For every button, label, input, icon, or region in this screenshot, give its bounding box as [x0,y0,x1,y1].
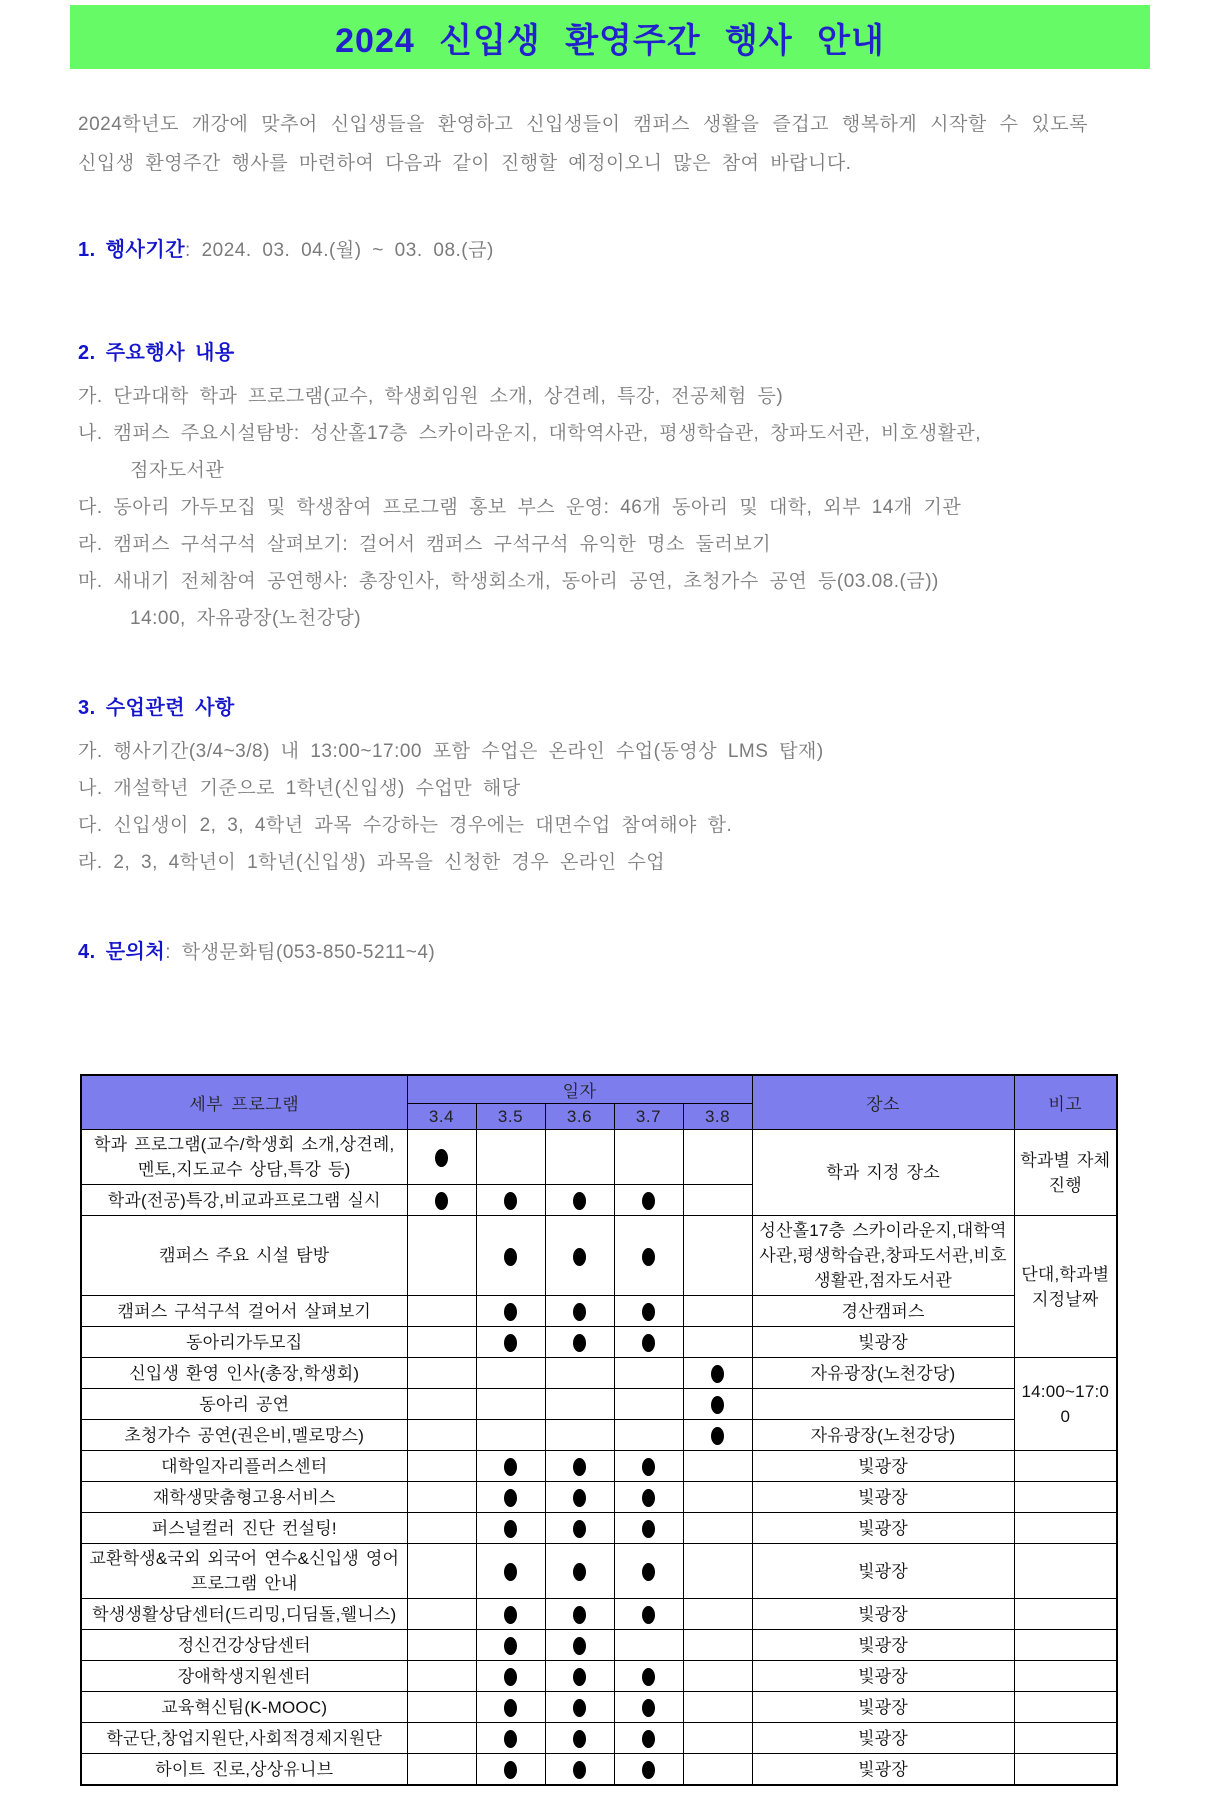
date-cell [407,1327,476,1358]
filled-dot-icon [573,1303,586,1321]
date-cell [407,1358,476,1389]
date-cell [545,1723,614,1754]
section-item-list [78,733,1092,881]
date-cell [614,1692,683,1723]
list-item: 14:00, 자유광장(노천강당) [130,608,362,629]
date-cell [614,1723,683,1754]
table-row [81,1723,1117,1754]
section-title: 2. 주요행사 내용 [78,342,235,364]
column-header-date-group: 일자 [407,1075,752,1104]
note-cell [1014,1692,1117,1723]
filled-dot-icon [504,1761,517,1779]
filled-dot-icon [573,1248,586,1266]
date-cell [545,1420,614,1451]
schedule-table [80,1074,1118,1786]
date-cell [476,1544,545,1599]
program-cell: 학생생활상담센터(드리밍,디딤돌,웰니스) [81,1599,407,1630]
note-cell [1014,1544,1117,1599]
place-cell: 빛광장 [752,1482,1014,1513]
date-cell [407,1513,476,1544]
filled-dot-icon [504,1334,517,1352]
date-cell [476,1513,545,1544]
program-cell: 대학일자리플러스센터 [81,1451,407,1482]
filled-dot-icon [504,1563,517,1581]
date-cell [545,1296,614,1327]
title-banner [70,5,1150,69]
section-title: 3. 수업관련 사항 [78,697,235,719]
section-heading [78,693,1092,723]
date-cell [545,1661,614,1692]
filled-dot-icon [573,1520,586,1538]
date-cell [407,1216,476,1296]
section-4 [78,937,1092,968]
place-cell: 빛광장 [752,1661,1014,1692]
date-cell [683,1358,752,1389]
place-cell: 빛광장 [752,1754,1014,1786]
program-cell: 교육혁신팀(K-MOOC) [81,1692,407,1723]
date-cell [683,1451,752,1482]
list-item: 다. 신입생이 2, 3, 4학년 과목 수강하는 경우에는 대면수업 참여해야 함. [78,815,733,836]
schedule-table-body [81,1130,1117,1786]
list-item: 라. 캠퍼스 구석구석 살펴보기: 걸어서 캠퍼스 구석구석 유익한 명소 둘러보기 [78,534,772,555]
filled-dot-icon [504,1637,517,1655]
section-inline-text: : 2024. 03. 04.(월) ~ 03. 08.(금) [185,240,494,261]
date-cell [545,1216,614,1296]
program-cell: 정신건강상담센터 [81,1630,407,1661]
date-cell [614,1754,683,1786]
date-cell [545,1389,614,1420]
filled-dot-icon [504,1699,517,1717]
place-cell: 빛광장 [752,1544,1014,1599]
date-cell [407,1599,476,1630]
program-cell: 신입생 환영 인사(총장,학생회) [81,1358,407,1389]
section-title: 1. 행사기간 [78,239,186,261]
filled-dot-icon [504,1520,517,1538]
date-cell [683,1296,752,1327]
date-cell [683,1599,752,1630]
table-row [81,1216,1117,1296]
date-cell [683,1185,752,1216]
program-cell: 초청가수 공연(권은비,멜로망스) [81,1420,407,1451]
filled-dot-icon [642,1334,655,1352]
date-cell [614,1482,683,1513]
section-heading [78,235,1092,266]
place-cell: 빛광장 [752,1692,1014,1723]
date-cell [614,1185,683,1216]
date-cell [476,1327,545,1358]
filled-dot-icon [642,1761,655,1779]
program-cell: 퍼스널컬러 진단 컨설팅! [81,1513,407,1544]
date-cell [407,1482,476,1513]
date-cell [614,1599,683,1630]
column-header-date: 3.6 [545,1104,614,1130]
filled-dot-icon [642,1563,655,1581]
filled-dot-icon [642,1520,655,1538]
date-cell [683,1661,752,1692]
filled-dot-icon [642,1248,655,1266]
filled-dot-icon [504,1730,517,1748]
place-cell: 자유광장(노천강당) [752,1358,1014,1389]
date-cell [476,1130,545,1185]
filled-dot-icon [711,1365,724,1383]
filled-dot-icon [573,1761,586,1779]
filled-dot-icon [435,1149,448,1167]
section-2 [78,338,1092,637]
place-cell: 빛광장 [752,1599,1014,1630]
table-row [81,1327,1117,1358]
column-header-note: 비고 [1014,1075,1117,1130]
list-item: 마. 새내기 전체참여 공연행사: 총장인사, 학생회소개, 동아리 공연, 초청가수 공연 등(03.08.(금)) [78,571,939,592]
date-cell [683,1482,752,1513]
date-cell [683,1723,752,1754]
date-cell [545,1544,614,1599]
section-inline-text: : 학생문화팀(053-850-5211~4) [165,942,436,963]
program-cell: 교환학생&국외 외국어 연수&신입생 영어 프로그램 안내 [81,1544,407,1599]
date-cell [614,1327,683,1358]
date-cell [545,1130,614,1185]
filled-dot-icon [504,1668,517,1686]
section-heading [78,937,1092,968]
date-cell [407,1754,476,1786]
date-cell [683,1420,752,1451]
filled-dot-icon [711,1396,724,1414]
table-row [81,1358,1117,1389]
intro-paragraph: 2024학년도 개강에 맞추어 신입생들을 환영하고 신입생들이 캠퍼스 생활을 즐겁고 행복하게 시작할 수 있도록 신입생 환영주간 행사를 마련하여 다음과 같이 진행할 예정이오니 많은 참여 바랍니다. [78,114,1088,174]
note-cell [1014,1482,1117,1513]
program-cell: 재학생맞춤형고용서비스 [81,1482,407,1513]
date-cell [476,1420,545,1451]
date-cell [614,1630,683,1661]
section-heading [78,338,1092,368]
date-cell [476,1630,545,1661]
list-item: 나. 캠퍼스 주요시설탐방: 성산홀17층 스카이라운지, 대학역사관, 평생학습관, 창파도서관, 비호생활관, [78,423,981,444]
filled-dot-icon [642,1303,655,1321]
date-cell [407,1130,476,1185]
program-cell: 캠퍼스 구석구석 걸어서 살펴보기 [81,1296,407,1327]
filled-dot-icon [573,1192,586,1210]
date-cell [683,1327,752,1358]
page-title: 2024 신입생 환영주간 행사 안내 [335,21,885,60]
sections [78,235,1154,968]
date-cell [683,1630,752,1661]
column-header-date: 3.5 [476,1104,545,1130]
program-cell: 캠퍼스 주요 시설 탐방 [81,1216,407,1296]
list-item: 점자도서관 [130,460,225,481]
date-cell [476,1296,545,1327]
list-item: 다. 동아리 가두모집 및 학생참여 프로그램 홍보 부스 운영: 46개 동아리 및 대학, 외부 14개 기관 [78,497,962,518]
date-cell [683,1389,752,1420]
note-cell [1014,1723,1117,1754]
date-cell [614,1661,683,1692]
schedule-table-header [81,1075,1117,1130]
date-cell [476,1723,545,1754]
date-cell [476,1599,545,1630]
table-row [81,1630,1117,1661]
filled-dot-icon [504,1303,517,1321]
date-cell [545,1327,614,1358]
table-row [81,1451,1117,1482]
filled-dot-icon [435,1192,448,1210]
filled-dot-icon [573,1606,586,1624]
date-cell [545,1482,614,1513]
date-cell [476,1754,545,1786]
filled-dot-icon [642,1192,655,1210]
column-header-date: 3.4 [407,1104,476,1130]
date-cell [407,1296,476,1327]
place-cell: 자유광장(노천강당) [752,1420,1014,1451]
table-row [81,1296,1117,1327]
filled-dot-icon [573,1637,586,1655]
date-cell [476,1451,545,1482]
note-cell: 14:00~17:00 [1014,1358,1117,1451]
date-cell [407,1661,476,1692]
filled-dot-icon [504,1248,517,1266]
note-cell [1014,1754,1117,1786]
table-row [81,1599,1117,1630]
filled-dot-icon [642,1730,655,1748]
place-cell: 빛광장 [752,1513,1014,1544]
date-cell [476,1358,545,1389]
filled-dot-icon [504,1192,517,1210]
table-row [81,1130,1117,1185]
date-cell [614,1358,683,1389]
date-cell [545,1599,614,1630]
date-cell [683,1513,752,1544]
column-header-date: 3.7 [614,1104,683,1130]
program-cell: 동아리 공연 [81,1389,407,1420]
date-cell [545,1451,614,1482]
filled-dot-icon [504,1489,517,1507]
filled-dot-icon [642,1489,655,1507]
date-cell [407,1185,476,1216]
place-cell: 빛광장 [752,1327,1014,1358]
date-cell [476,1482,545,1513]
column-header-place: 장소 [752,1075,1014,1130]
section-3 [78,693,1092,881]
place-cell: 경산캠퍼스 [752,1296,1014,1327]
column-header-date: 3.8 [683,1104,752,1130]
filled-dot-icon [642,1699,655,1717]
date-cell [545,1185,614,1216]
date-cell [614,1216,683,1296]
date-cell [545,1513,614,1544]
date-cell [407,1723,476,1754]
date-cell [683,1216,752,1296]
date-cell [407,1389,476,1420]
note-cell [1014,1451,1117,1482]
program-cell: 학과(전공)특강,비교과프로그램 실시 [81,1185,407,1216]
note-cell: 단대,학과별 지정날짜 [1014,1216,1117,1358]
table-row [81,1389,1117,1420]
filled-dot-icon [711,1427,724,1445]
program-cell: 학과 프로그램(교수/학생회 소개,상견례,멘토,지도교수 상담,특강 등) [81,1130,407,1185]
place-cell: 빛광장 [752,1630,1014,1661]
date-cell [407,1451,476,1482]
list-item: 가. 단과대학 학과 프로그램(교수, 학생회임원 소개, 상견례, 특강, 전공체험 등) [78,386,784,407]
section-item-list [78,378,1092,637]
date-cell [476,1216,545,1296]
place-cell [752,1389,1014,1420]
note-cell [1014,1599,1117,1630]
date-cell [683,1692,752,1723]
filled-dot-icon [504,1458,517,1476]
date-cell [545,1754,614,1786]
date-cell [614,1389,683,1420]
date-cell [407,1544,476,1599]
date-cell [476,1692,545,1723]
date-cell [683,1130,752,1185]
program-cell: 하이트 진로,상상유니브 [81,1754,407,1786]
filled-dot-icon [573,1458,586,1476]
note-cell: 학과별 자체 진행 [1014,1130,1117,1216]
list-item: 가. 행사기간(3/4~3/8) 내 13:00~17:00 포함 수업은 온라인 수업(동영상 LMS 탑재) [78,741,824,762]
place-cell: 빛광장 [752,1451,1014,1482]
note-cell [1014,1661,1117,1692]
date-cell [545,1692,614,1723]
place-cell: 빛광장 [752,1723,1014,1754]
date-cell [407,1630,476,1661]
table-row [81,1754,1117,1786]
section-1 [78,235,1092,266]
filled-dot-icon [573,1334,586,1352]
program-cell: 학군단,창업지원단,사회적경제지원단 [81,1723,407,1754]
filled-dot-icon [642,1458,655,1476]
filled-dot-icon [573,1563,586,1581]
date-cell [614,1451,683,1482]
place-cell: 학과 지정 장소 [752,1130,1014,1216]
list-item: 나. 개설학년 기준으로 1학년(신입생) 수업만 해당 [78,778,521,799]
date-cell [476,1661,545,1692]
filled-dot-icon [504,1606,517,1624]
date-cell [614,1513,683,1544]
filled-dot-icon [573,1699,586,1717]
date-cell [407,1420,476,1451]
table-row [81,1692,1117,1723]
table-row [81,1482,1117,1513]
table-row [81,1513,1117,1544]
date-cell [614,1544,683,1599]
date-cell [476,1185,545,1216]
date-cell [614,1130,683,1185]
date-cell [545,1630,614,1661]
date-cell [614,1296,683,1327]
filled-dot-icon [573,1489,586,1507]
date-cell [476,1389,545,1420]
date-cell [614,1420,683,1451]
table-row [81,1420,1117,1451]
date-cell [545,1358,614,1389]
program-cell: 동아리가두모집 [81,1327,407,1358]
table-row [81,1544,1117,1599]
date-cell [683,1544,752,1599]
program-cell: 장애학생지원센터 [81,1661,407,1692]
table-row [81,1661,1117,1692]
column-header-program: 세부 프로그램 [81,1075,407,1130]
filled-dot-icon [573,1730,586,1748]
note-cell [1014,1513,1117,1544]
date-cell [407,1692,476,1723]
filled-dot-icon [642,1668,655,1686]
place-cell: 성산홀17층 스카이라운지,대학역사관,평생학습관,창파도서관,비호생활관,점자도서관 [752,1216,1014,1296]
note-cell [1014,1630,1117,1661]
filled-dot-icon [573,1668,586,1686]
filled-dot-icon [642,1606,655,1624]
date-cell [683,1754,752,1786]
list-item: 라. 2, 3, 4학년이 1학년(신입생) 과목을 신청한 경우 온라인 수업 [78,852,666,873]
section-title: 4. 문의처 [78,941,166,963]
